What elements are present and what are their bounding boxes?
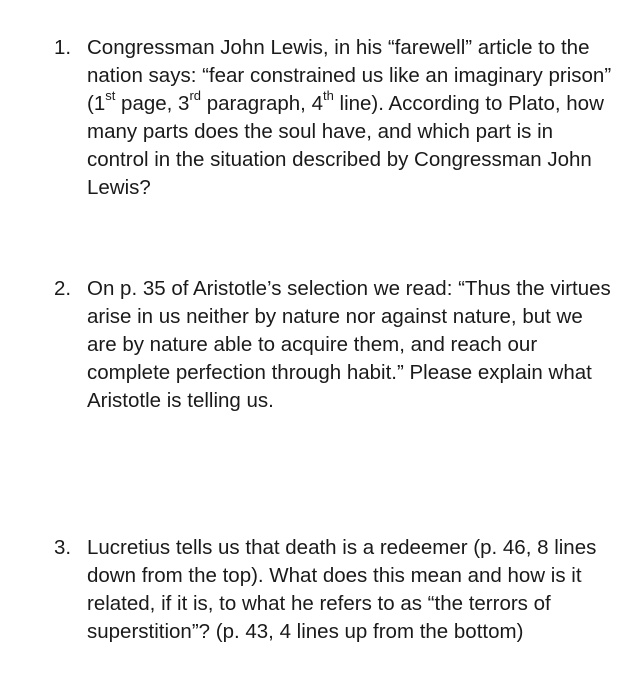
question-1 <box>54 34 614 202</box>
question-number: 3. <box>54 536 72 559</box>
question-text-part: page, 3 <box>115 92 190 115</box>
question-text-part: Congressman John Lewis, in his “farewell” article to the nation says: “fear constrained us like an imaginary prison” (1 <box>87 36 612 115</box>
superscript-ordinal: rd <box>189 88 202 104</box>
question-number: 2. <box>54 277 72 300</box>
question-text-part: paragraph, 4 <box>201 92 323 115</box>
superscript-ordinal: th <box>322 88 334 104</box>
question-text-part: line). According to Plato, how many parts does the soul have, and which part is in control in the situation described by Congressman John Lewis? <box>87 92 604 199</box>
question-2 <box>54 275 614 415</box>
question-text: Lucretius tells us that death is a redeemer (p. 46, 8 lines down from the top). What does this mean and how is it related, if it is, to what he refers to as “the terrors of superstition”? (p. 43, 4 lines up from the bottom) <box>87 536 597 643</box>
question-text <box>87 34 614 202</box>
question-text: On p. 35 of Aristotle’s selection we read: “Thus the virtues arise in us neither by nature nor against nature, but we are by nature able to acquire them, and reach our complete perfection through habit.” Please explain what Aristotle is telling us. <box>87 277 611 412</box>
superscript-ordinal: st <box>105 88 116 104</box>
question-number: 1. <box>54 36 72 59</box>
question-3 <box>54 534 614 646</box>
